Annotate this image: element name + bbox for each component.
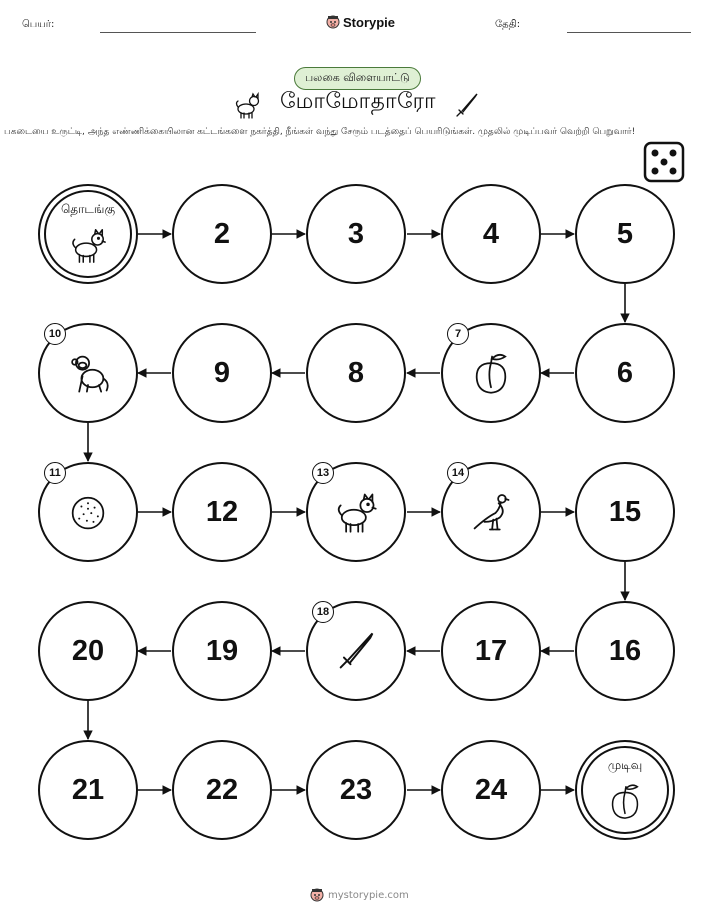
board-cell-21 (38, 740, 138, 840)
cell-number: 17 (474, 634, 508, 667)
cell-number: 20 (71, 634, 105, 667)
cell-number-badge: 11 (44, 462, 66, 484)
board-cell-23 (306, 740, 406, 840)
cell-number: 9 (213, 356, 231, 389)
board-cell-10 (38, 323, 138, 423)
board-cell-22 (172, 740, 272, 840)
board-cell-19 (172, 601, 272, 701)
board-cell-5 (575, 184, 675, 284)
board-cell-11 (38, 462, 138, 562)
page-title: மோமோதாரோ (280, 89, 436, 114)
date-label: தேதி: (495, 19, 521, 30)
cell-number-badge: 10 (44, 323, 66, 345)
pig-mascot-icon (310, 887, 324, 903)
start-label: தொடங்கு (60, 202, 116, 216)
board-cell-12 (172, 462, 272, 562)
cell-number-badge: 14 (447, 462, 469, 484)
board-cell-24 (441, 740, 541, 840)
cell-number-badge: 18 (312, 601, 334, 623)
cell-number-badge: 7 (447, 323, 469, 345)
cell-number: 24 (474, 773, 508, 806)
sword-icon (333, 628, 379, 674)
board-cell-14 (441, 462, 541, 562)
board-cell-6 (575, 323, 675, 423)
board-cell-9 (172, 323, 272, 423)
pheasant-icon (468, 489, 514, 535)
board-cell-20 (38, 601, 138, 701)
finish-cell (575, 740, 675, 840)
footer (310, 887, 409, 903)
cell-number: 3 (347, 217, 365, 250)
board-cell-13 (306, 462, 406, 562)
peach-icon (605, 781, 645, 821)
dog-icon (333, 489, 379, 535)
board-cell-2 (172, 184, 272, 284)
cell-number: 23 (339, 773, 373, 806)
name-label: பெயர்: (22, 19, 55, 30)
game-type-badge: பலகை விளையாட்டு (294, 67, 421, 90)
cell-number: 16 (608, 634, 642, 667)
board-cell-3 (306, 184, 406, 284)
board-cell-15 (575, 462, 675, 562)
cell-number-badge: 13 (312, 462, 334, 484)
cell-number: 22 (205, 773, 239, 806)
cell-number: 12 (205, 495, 239, 528)
brand-name: Storypie (343, 14, 396, 30)
board-cell-18 (306, 601, 406, 701)
instructions: பகடையை உருட்டி, அந்த எண்ணிக்கையிலான கட்டங்களை நகர்த்தி, நீங்கள் வந்து சேரும் படத்தைப் பெயரிடுங்கள். முதலில் முடிப்பவர் வெற்றி பெறுவார்! (4, 127, 636, 137)
board-cell-16 (575, 601, 675, 701)
dumpling-icon (65, 489, 111, 535)
board-cell-4 (441, 184, 541, 284)
peach-icon (468, 350, 514, 396)
board-cell-17 (441, 601, 541, 701)
cell-number: 6 (616, 356, 634, 389)
cell-number: 5 (616, 217, 634, 250)
cell-number: 21 (71, 773, 105, 806)
start-cell (38, 184, 138, 284)
cell-number: 2 (213, 217, 231, 250)
cell-number: 19 (205, 634, 239, 667)
footer-url[interactable]: mystorypie.com (328, 889, 409, 901)
board-cell-7 (441, 323, 541, 423)
board-cell-8 (306, 323, 406, 423)
cell-number: 8 (347, 356, 365, 389)
cell-number: 4 (482, 217, 500, 250)
dog-icon (68, 225, 108, 265)
monkey-icon (65, 350, 111, 396)
finish-label: முடிவு (607, 758, 643, 772)
cell-number: 15 (608, 495, 642, 528)
